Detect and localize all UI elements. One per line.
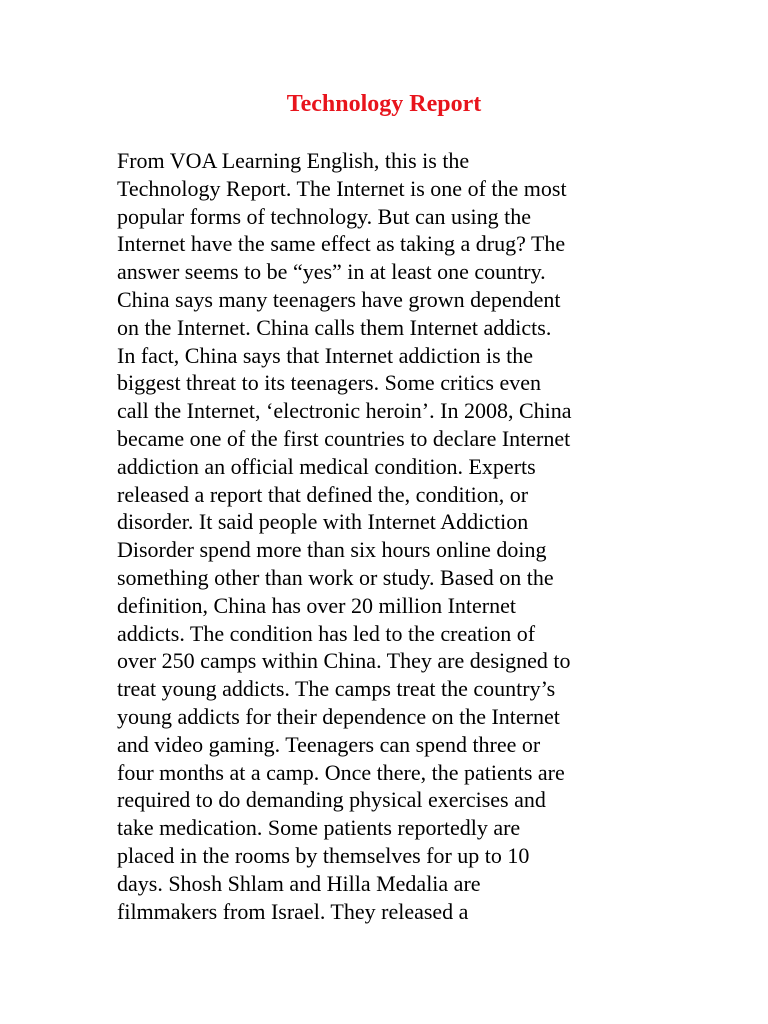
- body-line: released a report that defined the, condition, or: [117, 481, 529, 507]
- body-line: Internet have the same effect as taking a drug? The: [117, 231, 566, 257]
- body-line: and video gaming. Teenagers can spend three or: [117, 731, 541, 757]
- body-line: disorder. It said people with Internet Addiction: [117, 509, 529, 535]
- body-line: required to do demanding physical exercises and: [117, 787, 546, 813]
- body-line: filmmakers from Israel. They released a: [117, 898, 469, 924]
- body-line: treat young addicts. The camps treat the country’s: [117, 676, 556, 702]
- body-line: four months at a camp. Once there, the patients are: [117, 759, 565, 785]
- body-line: biggest threat to its teenagers. Some critics even: [117, 370, 541, 396]
- body-line: over 250 camps within China. They are designed to: [117, 648, 571, 674]
- body-line: addicts. The condition has led to the creation of: [117, 620, 536, 646]
- body-line: young addicts for their dependence on the Internet: [117, 703, 560, 729]
- body-line: Disorder spend more than six hours online doing: [117, 537, 547, 563]
- body-line: take medication. Some patients reportedly are: [117, 815, 521, 841]
- body-line: addiction an official medical condition. Experts: [117, 453, 536, 479]
- body-line: on the Internet. China calls them Internet addicts.: [117, 314, 552, 340]
- document-title: Technology Report: [286, 91, 482, 117]
- body-line: days. Shosh Shlam and Hilla Medalia are: [117, 870, 481, 896]
- body-line: something other than work or study. Based on the: [117, 564, 554, 590]
- body-line: call the Internet, ‘electronic heroin’. In 2008, China: [117, 398, 572, 424]
- body-line: answer seems to be “yes” in at least one country.: [117, 259, 546, 285]
- body-line: From VOA Learning English, this is the: [117, 148, 470, 173]
- document-body: [117, 147, 677, 925]
- body-line: China says many teenagers have grown dependent: [117, 286, 561, 312]
- body-line: placed in the rooms by themselves for up to 10: [117, 842, 530, 868]
- body-line: In fact, China says that Internet addiction is the: [117, 342, 534, 368]
- body-line: Technology Report. The Internet is one of the most: [117, 175, 567, 201]
- body-line: definition, China has over 20 million Internet: [117, 592, 516, 618]
- body-line: became one of the first countries to declare Internet: [117, 425, 571, 451]
- body-line: popular forms of technology. But can using the: [117, 203, 532, 229]
